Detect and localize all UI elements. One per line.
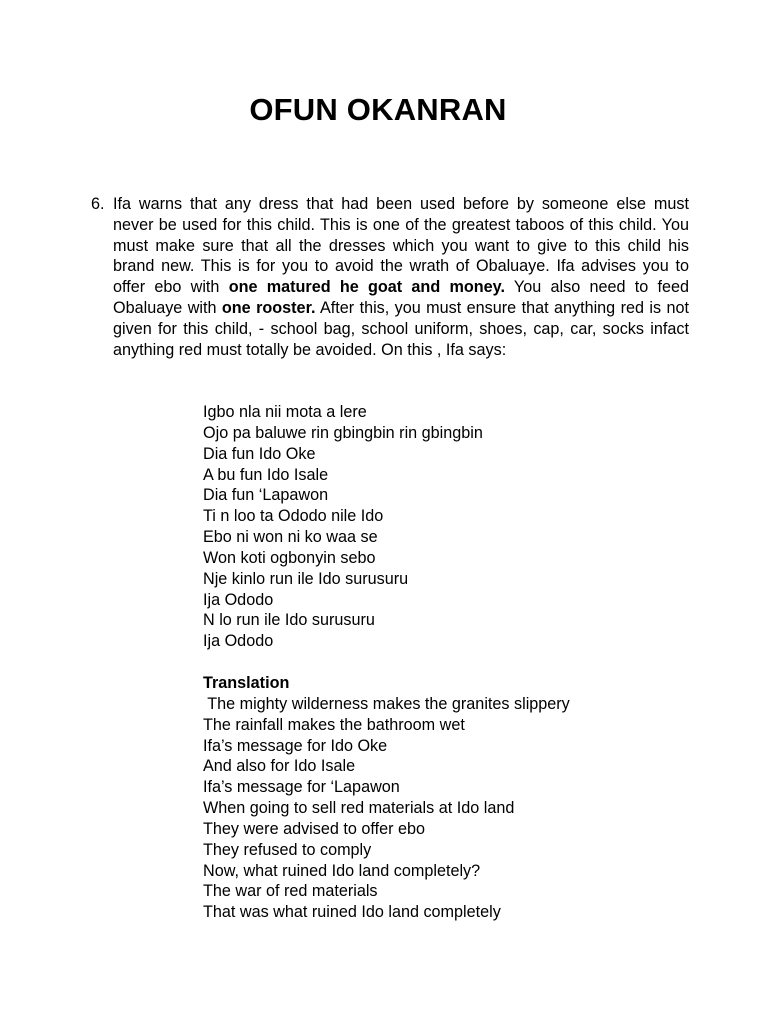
- page-title: OFUN OKANRAN: [249, 92, 507, 127]
- translation-line: The rainfall makes the bathroom wet: [203, 715, 465, 734]
- item-number: 6.: [91, 195, 105, 213]
- verse-line: Ojo pa baluwe rin gbingbin rin gbingbin: [203, 423, 483, 442]
- verse-line: A bu fun Ido Isale: [203, 465, 329, 484]
- verse-block: [203, 402, 483, 652]
- paragraph-text: Ifa warns that any dress that had been used before by someone else must never be used for this child. This is one of the greatest taboos of this child. You must make sure that all the dresses which you want to give to this child his brand new. This is for you to avoid the wrath of Obaluaye. Ifa advises you to offer ebo with: [113, 195, 689, 297]
- verse-line: Ija Ododo: [203, 590, 274, 609]
- verse-line: Won koti ogbonyin sebo: [203, 548, 376, 567]
- verse-line: Ebo ni won ni ko waa se: [203, 528, 378, 547]
- translation-line: Ifa’s message for Ido Oke: [203, 736, 388, 755]
- translation-line: The mighty wilderness makes the granites slippery: [203, 694, 570, 713]
- verse-line: N lo run ile Ido surusuru: [203, 611, 375, 630]
- translation-line: Ifa’s message for ‘Lapawon: [203, 778, 400, 797]
- bold-phrase-offering: one matured he goat and money.: [228, 278, 505, 297]
- translation-line: The war of red materials: [203, 882, 378, 901]
- verse-line: Dia fun ‘Lapawon: [203, 486, 329, 505]
- verse-line: Igbo nla nii mota a lere: [203, 403, 367, 421]
- verse-line: Nje kinlo run ile Ido surusuru: [203, 569, 409, 588]
- verse-line: Dia fun Ido Oke: [203, 444, 316, 463]
- verse-line: Ti n loo ta Ododo nile Ido: [203, 507, 384, 526]
- translation-line: They were advised to offer ebo: [203, 819, 425, 838]
- verse-line: Ija Ododo: [203, 632, 274, 651]
- bold-phrase-rooster: one rooster.: [221, 298, 316, 317]
- translation-line: When going to sell red materials at Ido land: [203, 799, 515, 818]
- paragraph-text: You also need to feed Obaluaye with: [113, 278, 689, 317]
- translation-line: That was what ruined Ido land completely: [203, 903, 501, 922]
- translation-line: Now, what ruined Ido land completely?: [203, 861, 481, 880]
- paragraph-text: After this, you must ensure that anything red is not given for this child, - school bag, school uniform, shoes, cap, car, socks infact anything red must totally be avoided. On this , Ifa says:: [113, 298, 689, 359]
- translation-line: They refused to comply: [203, 840, 372, 859]
- numbered-paragraph: [91, 194, 689, 360]
- translation-block: [203, 673, 570, 923]
- translation-line: And also for Ido Isale: [203, 757, 356, 776]
- translation-heading: Translation: [203, 674, 290, 692]
- paragraph-body: [113, 194, 689, 360]
